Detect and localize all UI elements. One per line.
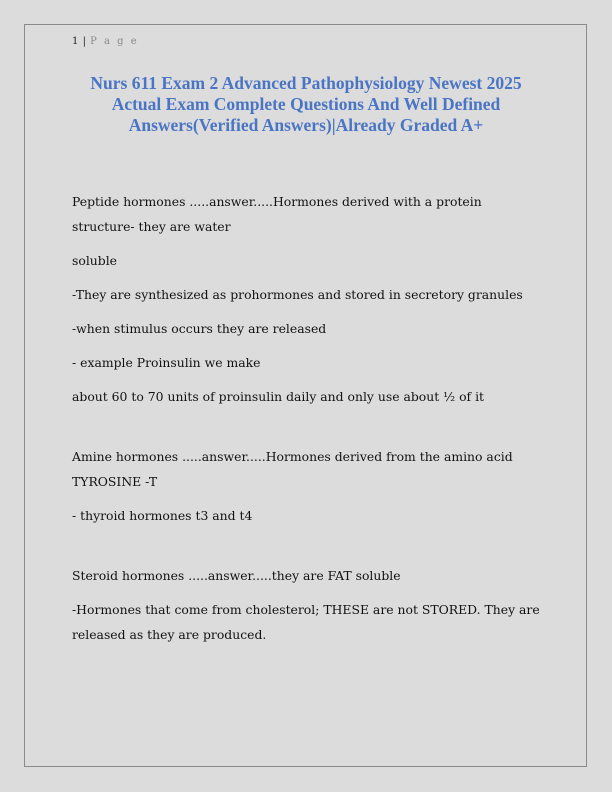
paragraph: -Hormones that come from cholesterol; THESE are not STORED. They are released as they are produced. xyxy=(72,602,544,642)
page-label: P a g e xyxy=(90,36,139,47)
document-body xyxy=(72,189,544,656)
paragraph: -when stimulus occurs they are released xyxy=(72,321,327,336)
paragraph: soluble xyxy=(72,253,117,268)
paragraph: Amine hormones .....answer.....Hormones derived from the amino acid TYROSINE -T xyxy=(72,449,517,489)
paragraph: - example Proinsulin we make xyxy=(72,355,261,370)
paragraph: -They are synthesized as prohormones and stored in secretory granules xyxy=(72,287,523,302)
page-separator: | xyxy=(82,36,87,47)
page-header xyxy=(72,36,139,47)
page-number: 1 xyxy=(72,36,79,47)
paragraph: Peptide hormones .....answer.....Hormones derived with a protein structure- they are water xyxy=(72,194,486,234)
paragraph: - thyroid hormones t3 and t4 xyxy=(72,508,253,523)
section-peptide-hormones xyxy=(72,189,540,409)
paragraph: about 60 to 70 units of proinsulin daily and only use about ½ of it xyxy=(72,389,485,404)
section-steroid-hormones xyxy=(72,563,544,647)
document-title: Nurs 611 Exam 2 Advanced Pathophysiology Newest 2025 Actual Exam Complete Questions And Well Defined Answers(Verified Answers)|Already Graded A+ xyxy=(90,73,522,135)
section-amine-hormones xyxy=(72,444,540,528)
section-spacer xyxy=(72,418,540,444)
section-spacer xyxy=(72,537,540,563)
paragraph: Steroid hormones .....answer.....they are FAT soluble xyxy=(72,568,401,583)
